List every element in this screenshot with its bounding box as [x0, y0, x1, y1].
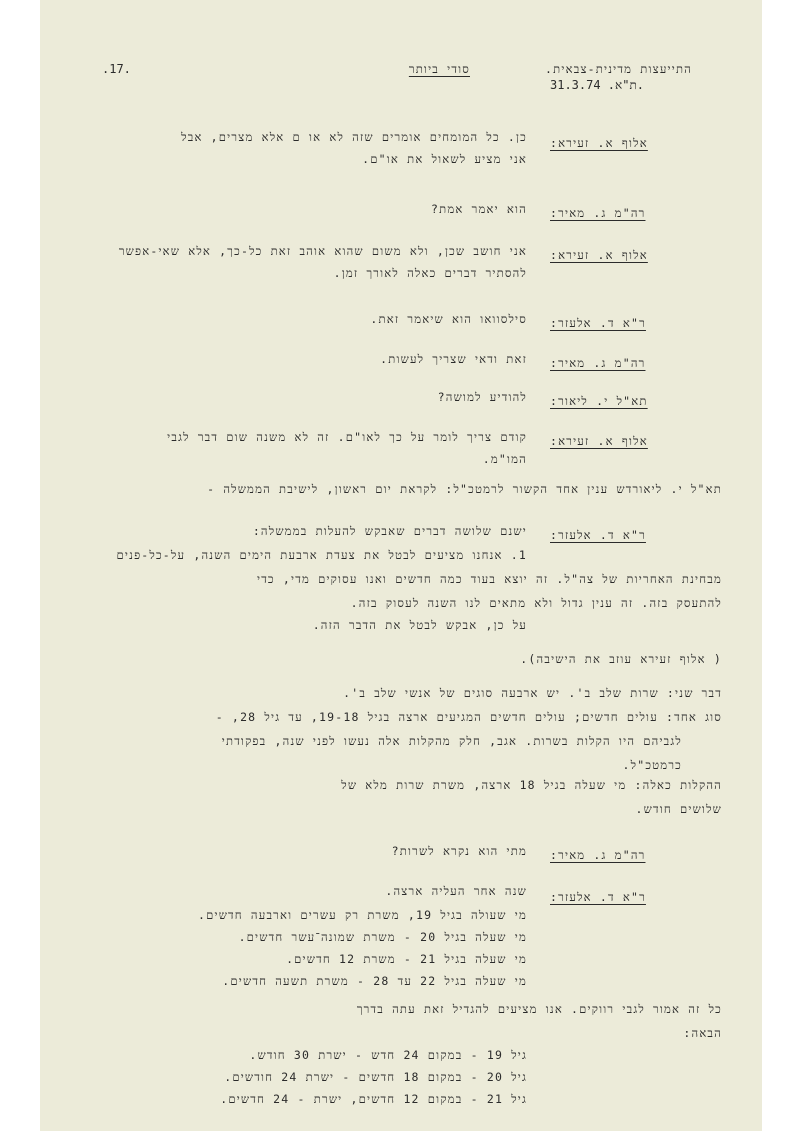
- speech-line: מי שעלה בגיל 20 - משרת שמונה־עשר חדשים.: [238, 930, 527, 944]
- speech-line: מתי הוא נקרא לשרות?: [391, 844, 527, 858]
- speech-line: מבחינת האחריות של צה"ל. זה יוצא בעוד כמה חדשים ואנו עסוקים מדי, כדי: [256, 572, 722, 586]
- speaker-label: רה"מ ג. מאיר:: [550, 206, 646, 220]
- para-line: גיל 20 - במקום 18 חדשים - ישרת 24 חודשים.: [224, 1070, 527, 1084]
- lior-statement: תא"ל י. ליאורדש ענין אחד הקשור לרמטכ"ל: לקראת יום ראשון, לישיבת הממשלה -: [207, 482, 722, 496]
- speaker-label: רה"מ ג. מאיר:: [550, 356, 646, 370]
- speech-line: מי שעלה בגיל 22 עד 28 - משרת תשעה חדשים.: [222, 974, 527, 988]
- speaker-label: תא"ל י. ליאור:: [550, 394, 648, 408]
- speech-line: זאת ודאי שצריך לעשות.: [380, 352, 527, 366]
- para-line: שלושים חודש.: [635, 802, 722, 816]
- para-line: הבאה:: [683, 1026, 722, 1040]
- document-page: [40, 0, 762, 1131]
- page-number: .17.: [102, 62, 131, 76]
- speaker-label: אלוף א. זעירא:: [550, 434, 648, 448]
- speech-line: המו"מ.: [482, 452, 527, 466]
- para-line: לגביהם היו הקלות בשרות. אגב, חלק מהקלות אלה נעשו לפני שנה, בפקודתי: [221, 734, 682, 748]
- speech-line: להסתיר דברים כאלה לאורך זמן.: [333, 266, 527, 280]
- speech-line: כן. כל המומחים אומרים שזה לא או ם אלא מצרים, אבל: [181, 130, 527, 144]
- speech-line: על כן, אבקש לבטל את הדבר הזה.: [312, 618, 527, 632]
- para-line: ההקלות כאלה: מי שעלה בגיל 18 ארצה, משרת שרות מלא של: [341, 778, 722, 792]
- council-title: התייעצות מדינית-צבאית.: [545, 62, 692, 76]
- para-line: גיל 21 - במקום 12 חדשים, ישרת - 24 חדשים.: [220, 1092, 527, 1106]
- para-line: סוג אחד: עולים חדשים; עולים חדשים המגיעים ארצה בגיל 19-18, עד גיל 28, -: [215, 710, 722, 724]
- speaker-label: רה"מ ג. מאיר:: [550, 848, 646, 862]
- stage-note: ( אלוף זעירא עוזב את הישיבה).: [520, 652, 722, 666]
- speech-line: 1. אנחנו מציעים לבטל את צעדת ארבעת הימים השנה, על-כל-פנים: [116, 548, 527, 562]
- speaker-label: אלוף א. זעירא:: [550, 248, 648, 262]
- speech-line: מי שעלה בגיל 21 - משרת 12 חדשים.: [286, 952, 527, 966]
- speech-line: להתעסק בזה. זה ענין גדול ולא מתאים לנו השנה לעסוק בזה.: [350, 596, 722, 610]
- para-line: כרמטכ"ל.: [622, 758, 682, 772]
- speech-line: להודיע למושה?: [437, 390, 527, 404]
- para-line: כל זה אמור לגבי רווקים. אנו מציעים להגדיל זאת עתה בדרך: [356, 1002, 722, 1016]
- speech-line: אני חושב שכן, ולא משום שהוא אוהב זאת כל-כך, אלא שאי-אפשר: [118, 244, 527, 258]
- speaker-label: ר"א ד. אלעזר:: [550, 316, 646, 330]
- speech-line: הוא יאמר אמת?: [431, 202, 527, 216]
- speaker-label: אלוף א. זעירא:: [550, 136, 648, 150]
- speaker-label: ר"א ד. אלעזר:: [550, 528, 646, 542]
- para-line: דבר שני: שרות שלב ב'. יש ארבעה סוגים של אנשי שלב ב'.: [343, 686, 722, 700]
- speech-line: סילסוואו הוא שיאמר זאת.: [370, 312, 527, 326]
- para-line: גיל 19 - במקום 24 חדש - ישרת 30 חודש.: [249, 1048, 527, 1062]
- speech-line: אני מציע לשאול את או"ם.: [362, 152, 527, 166]
- speech-line: קודם צריך לומר על כך לאו"ם. זה לא משנה שום דבר לגבי: [167, 430, 527, 444]
- speech-line: שנה אחר העליה ארצה.: [385, 884, 527, 898]
- classification-stamp: סודי ביותר: [408, 62, 470, 76]
- speech-line: ישנם שלושה דברים שאבקש להעלות בממשלה:: [252, 524, 527, 538]
- speech-line: מי שעולה בגיל 19, משרת רק עשרים וארבעה חדשים.: [198, 908, 527, 922]
- speaker-label: ר"א ד. אלעזר:: [550, 890, 646, 904]
- date-place: 31.3.74 .ת"א.: [550, 78, 645, 92]
